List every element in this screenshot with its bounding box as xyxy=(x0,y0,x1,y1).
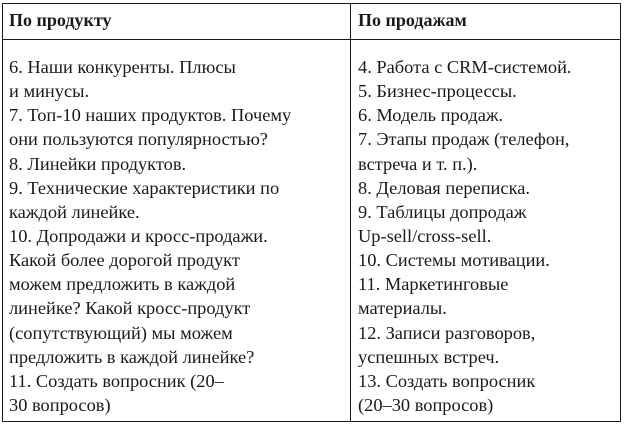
sales-topic-line: 9. Таблицы допродаж xyxy=(358,201,527,222)
sales-topic-line: 10. Системы мотивации. xyxy=(358,250,550,271)
sales-topic-line: 11. Маркетинговые xyxy=(358,274,509,295)
product-topic-line: 11. Создать вопросник (20– xyxy=(9,370,224,391)
sales-topic-line: Up-sell/cross-sell. xyxy=(358,225,492,246)
sales-topic-line: (20–30 вопросов) xyxy=(358,394,494,415)
header-product: По продукту xyxy=(9,10,112,30)
sales-topic-line: 5. Бизнес-процессы. xyxy=(358,81,517,102)
product-topic-line: (сопутствующий) мы можем xyxy=(9,322,233,343)
product-topic-line: 30 вопросов) xyxy=(9,394,111,415)
sales-topic-line: 13. Создать вопросник xyxy=(358,370,536,391)
product-topic-line: 7. Топ-10 наших продуктов. Почему xyxy=(9,105,292,126)
sales-topic-line: 6. Модель продаж. xyxy=(358,105,504,126)
topics-table xyxy=(2,3,621,422)
sales-topic-line: 7. Этапы продаж (телефон, xyxy=(358,129,570,150)
product-topic-line: линейке? Какой кросс-продукт xyxy=(9,298,251,319)
sales-topic-line: 8. Деловая переписка. xyxy=(358,177,530,198)
product-topic-line: 8. Линейки продуктов. xyxy=(9,153,187,174)
sales-topic-line: 12. Записи разговоров, xyxy=(358,322,536,343)
product-topic-line: каждой линейке. xyxy=(9,201,140,222)
product-topic-line: они пользуются популярностью? xyxy=(9,129,268,150)
product-topic-line: Какой более дорогой продукт xyxy=(9,250,240,271)
product-topic-line: 6. Наши конкуренты. Плюсы xyxy=(9,57,236,77)
column-divider xyxy=(350,4,351,421)
sales-topic-line: 4. Работа с CRM-системой. xyxy=(358,57,572,77)
product-topic-line: 10. Допродажи и кросс-продажи. xyxy=(9,225,268,246)
sales-topic-line: материалы. xyxy=(358,298,447,319)
product-topic-line: предложить в каждой линейке? xyxy=(9,346,255,367)
product-topic-line: можем предложить в каждой xyxy=(9,274,236,295)
product-topic-line: 9. Технические характеристики по xyxy=(9,177,280,198)
sales-topic-line: встреча и т. п.). xyxy=(358,153,478,174)
header-divider xyxy=(3,39,620,40)
product-topics-column xyxy=(9,55,291,417)
sales-topic-line: успешных встреч. xyxy=(358,346,500,367)
product-topic-line: и минусы. xyxy=(9,81,90,102)
header-sales: По продажам xyxy=(358,10,467,30)
sales-topics-column xyxy=(358,55,572,417)
